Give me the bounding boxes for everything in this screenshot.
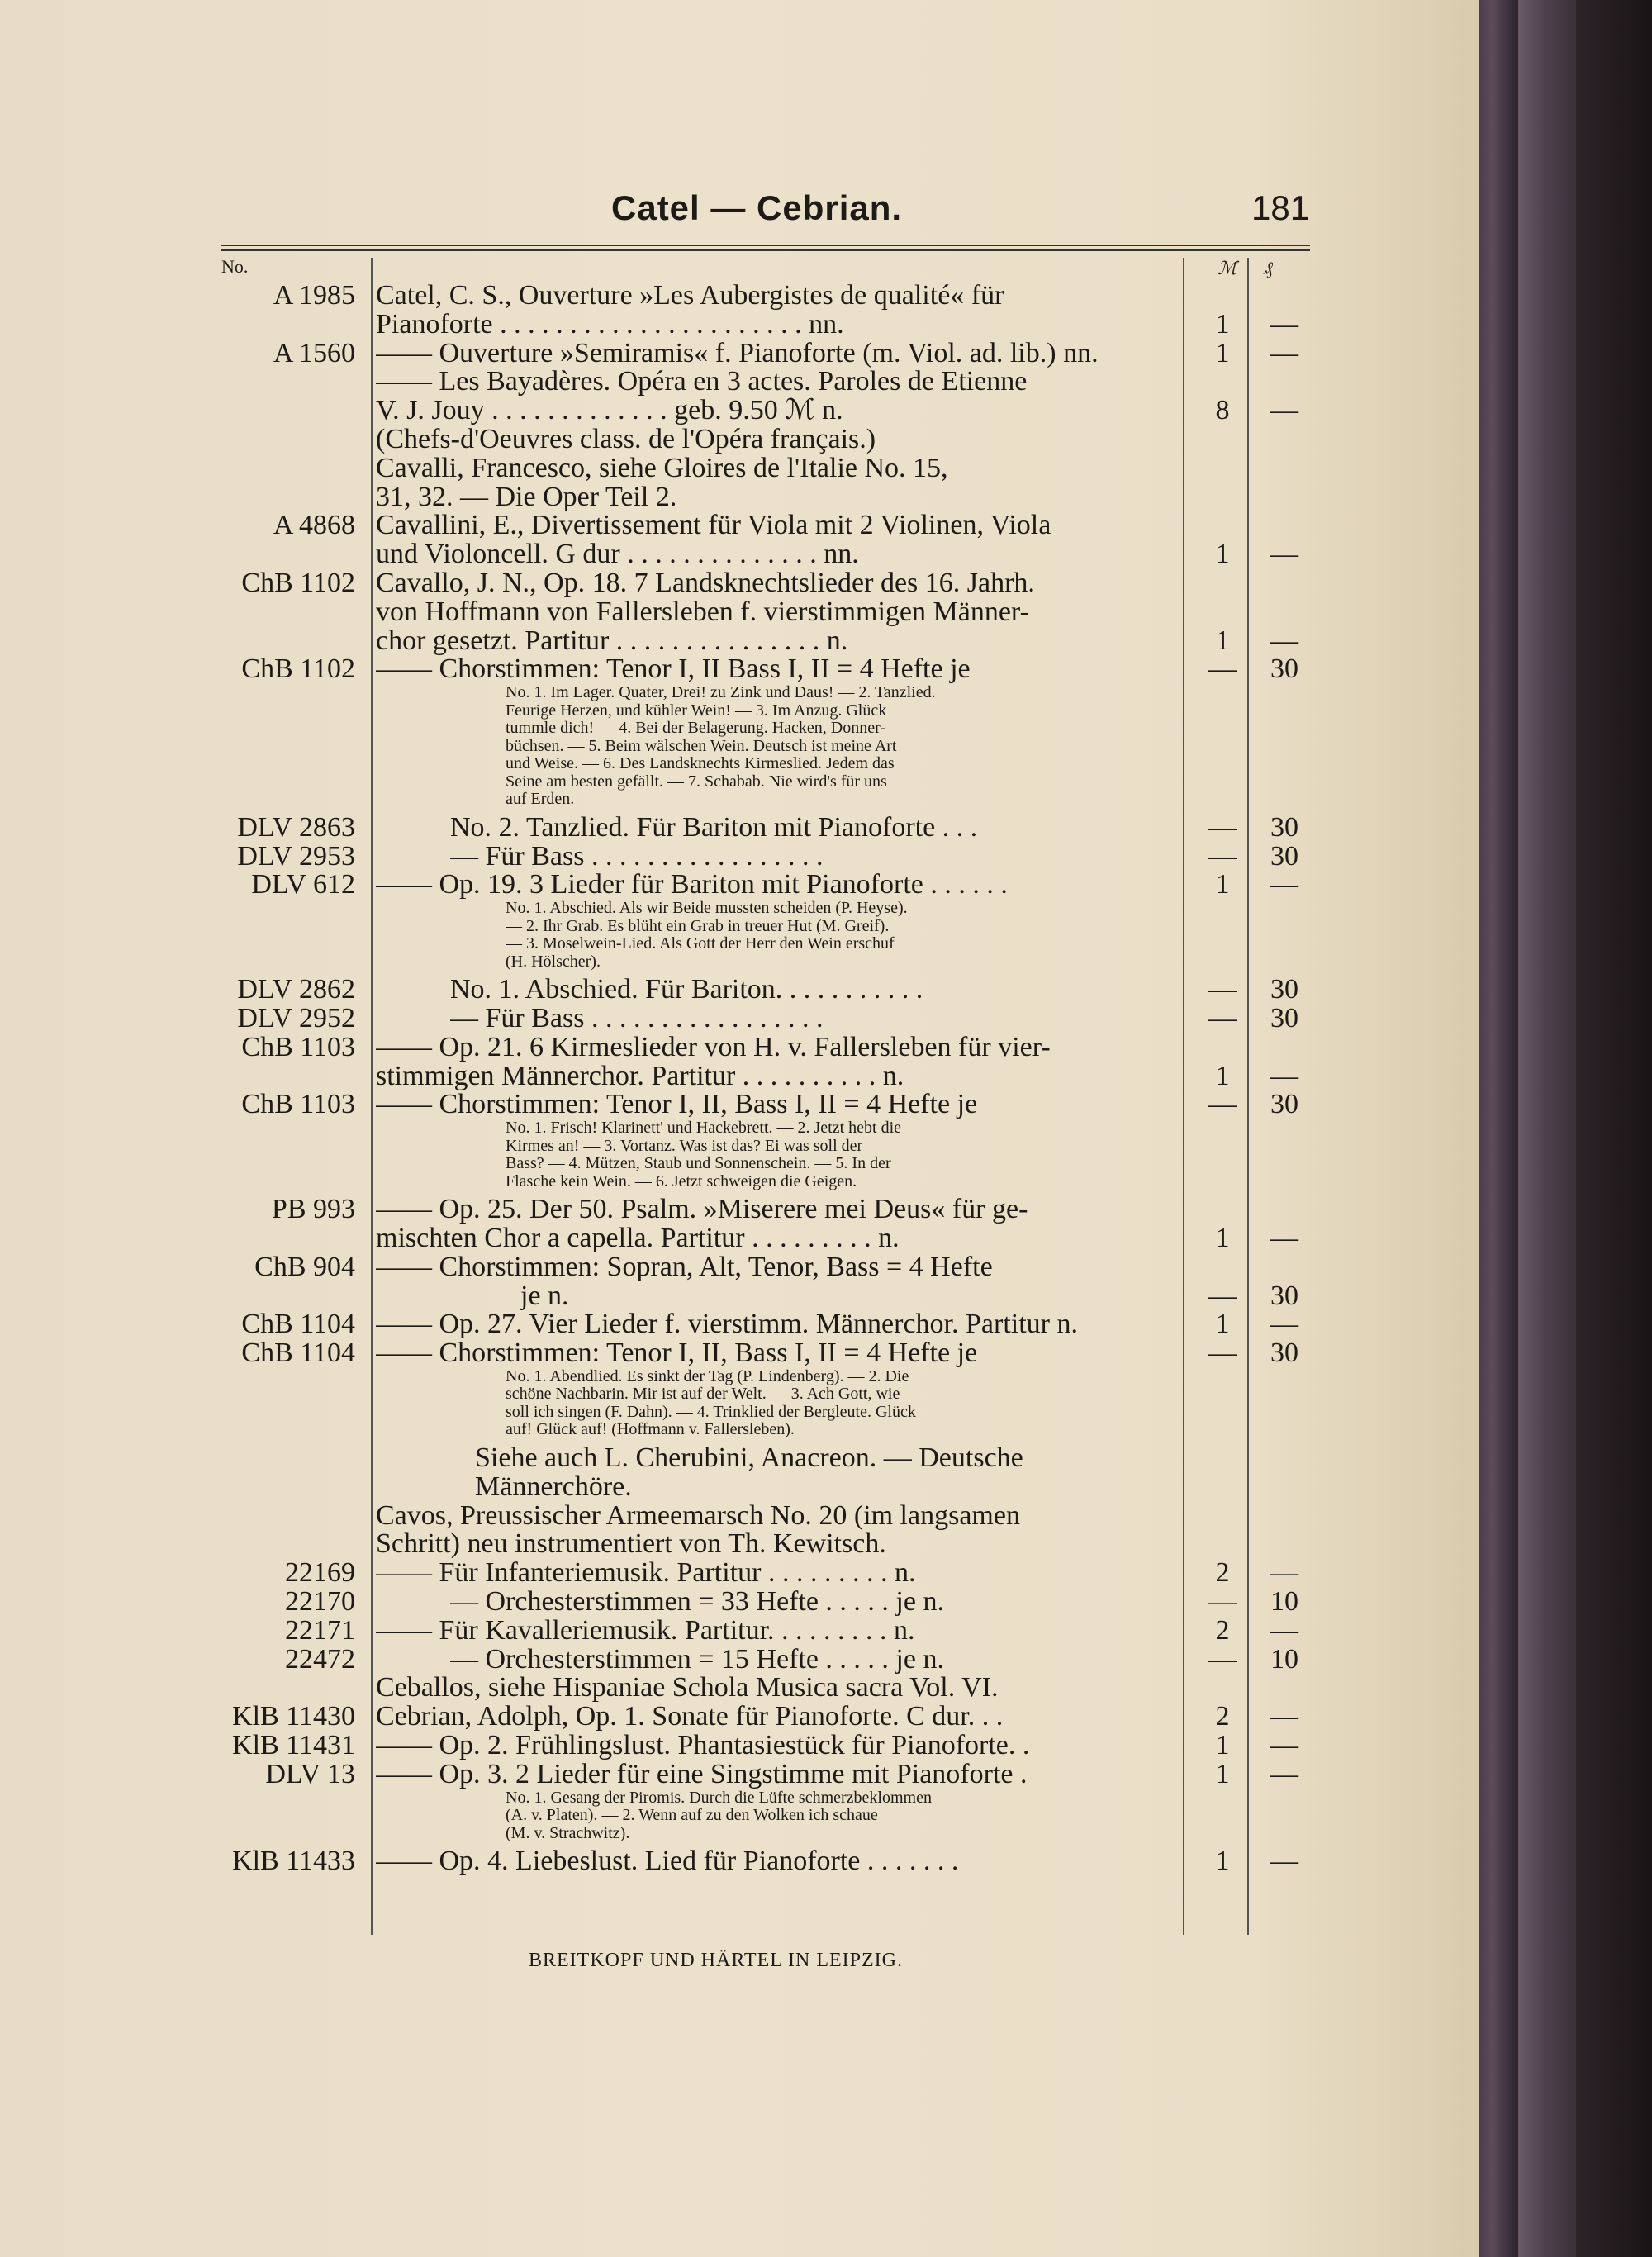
book-edge-inner <box>1518 0 1576 2257</box>
price-mark: 2 <box>1215 1614 1230 1646</box>
catalog-number: DLV 612 <box>251 869 355 900</box>
catalog-number: A 1985 <box>273 280 355 311</box>
entry-text: chor gesetzt. Partitur . . . . . . . . . . . . . . . n. <box>376 625 848 656</box>
contents-note-line <box>0 754 1479 772</box>
price-mark: 1 <box>1215 625 1230 656</box>
catalog-number: PB 993 <box>271 1194 355 1225</box>
price-pfennig: — <box>1270 869 1298 900</box>
contents-note-text: No. 1. Abschied. Als wir Beide mussten scheiden (P. Heyse). <box>506 899 908 918</box>
contents-note-text: Bass? — 4. Mützen, Staub und Sonnenschein. — 5. In der <box>506 1154 891 1173</box>
price-pfennig: — <box>1270 625 1298 656</box>
book-edge-outer <box>1576 0 1652 2257</box>
contents-note-line <box>0 953 1479 971</box>
price-mark: 1 <box>1215 337 1230 368</box>
price-pfennig: — <box>1270 1222 1298 1253</box>
contents-note-text: Kirmes an! — 3. Vortanz. Was ist das? Ei was soll der <box>506 1136 863 1155</box>
price-pfennig: — <box>1270 1614 1298 1646</box>
entry-text: Cavalli, Francesco, siehe Gloires de l'Italie No. 15, <box>376 452 948 483</box>
contents-note-line <box>0 701 1479 720</box>
contents-note-text: — 3. Moselwein-Lied. Als Gott der Herr den Wein erschuf <box>506 934 895 953</box>
entry-line <box>0 1337 1479 1370</box>
contents-note-text: (H. Hölscher). <box>506 952 601 971</box>
price-pfennig: 30 <box>1270 653 1298 685</box>
entry-text: — Orchesterstimmen = 33 Hefte . . . . . je n. <box>450 1585 944 1617</box>
price-mark: — <box>1208 811 1237 843</box>
entry-text: —— Op. 4. Liebeslust. Lied für Pianoforte . . . . . . . <box>376 1846 959 1876</box>
entry-line <box>0 653 1479 686</box>
contents-note-line <box>0 719 1479 737</box>
entry-text: — Für Bass . . . . . . . . . . . . . . . . . <box>450 840 824 872</box>
contents-note-text: tummle dich! — 4. Bei der Belagerung. Hacken, Donner- <box>506 719 886 738</box>
price-pfennig: — <box>1270 1309 1298 1340</box>
entry-text: —— Für Kavalleriemusik. Partitur. . . . . . . . . n. <box>376 1614 915 1646</box>
price-mark: — <box>1208 1585 1237 1617</box>
entry-text: und Violoncell. G dur . . . . . . . . . . . . . . nn. <box>376 539 859 570</box>
contents-note-line <box>0 1367 1479 1385</box>
catalog-number: KlB 11430 <box>232 1701 355 1732</box>
entry-text: —— Op. 3. 2 Lieder für eine Singstimme mit Pianoforte . <box>376 1758 1028 1789</box>
entry-text: von Hoffmann von Fallersleben f. vierstimmigen Männer- <box>376 596 1029 627</box>
entry-text: (Chefs-d'Oeuvres class. de l'Opéra français.) <box>376 424 876 454</box>
entry-text: je n. <box>520 1280 569 1311</box>
contents-note-text: No. 1. Abendlied. Es sinkt der Tag (P. Lindenberg). — 2. Die <box>506 1366 909 1385</box>
contents-note-text: Seine am besten gefällt. — 7. Schabab. Nie wird's für uns <box>506 772 887 791</box>
price-pfennig: 10 <box>1270 1643 1298 1675</box>
column-header-mark: ℳ <box>1218 258 1237 278</box>
page-number: 181 <box>1251 188 1310 227</box>
price-mark: — <box>1208 1338 1237 1369</box>
price-mark: 8 <box>1215 395 1230 426</box>
catalog-number: DLV 2862 <box>237 974 355 1005</box>
price-pfennig: 30 <box>1270 840 1298 872</box>
price-mark: 1 <box>1215 308 1230 340</box>
entry-text: —— Op. 21. 6 Kirmeslieder von H. v. Fallersleben für vier- <box>376 1031 1051 1062</box>
entry-text: 31, 32. — Die Oper Teil 2. <box>376 481 677 512</box>
contents-note-line <box>0 737 1479 755</box>
contents-note-text: Feurige Herzen, und kühler Wein! — 3. Im Anzug. Glück <box>506 701 887 720</box>
entry-text: V. J. Jouy . . . . . . . . . . . . . geb. 9.50 ℳ n. <box>376 395 843 426</box>
catalog-number: 22170 <box>285 1585 355 1617</box>
price-pfennig: — <box>1270 1060 1298 1091</box>
contents-note-text: schöne Nachbarin. Mir ist auf der Welt. — 3. Ach Gott, wie <box>506 1385 900 1404</box>
contents-note-text: soll ich singen (F. Dahn). — 4. Trinklied der Bergleute. Glück <box>506 1402 916 1421</box>
contents-note-line <box>0 1824 1479 1842</box>
contents-note-line <box>0 1403 1479 1421</box>
price-mark: — <box>1208 653 1237 685</box>
contents-note-text: (A. v. Platen). — 2. Wenn auf zu den Wolken ich schaue <box>506 1806 878 1824</box>
entry-text: Cavallini, E., Divertissement für Viola mit 2 Violinen, Viola <box>376 510 1051 541</box>
contents-note-line <box>0 1172 1479 1190</box>
page-header <box>0 188 1479 238</box>
entry-text: — Für Bass . . . . . . . . . . . . . . . . . <box>450 1002 824 1033</box>
price-mark: 1 <box>1215 1758 1230 1789</box>
contents-note-line <box>0 1137 1479 1155</box>
entry-text: —— Für Infanteriemusik. Partitur . . . . . . . . . n. <box>376 1557 916 1589</box>
catalog-number: ChB 1104 <box>241 1309 355 1340</box>
catalog-number: ChB 1104 <box>241 1338 355 1369</box>
contents-note-line <box>0 772 1479 791</box>
entry-text: —— Chorstimmen: Tenor I, II, Bass I, II = 4 Hefte je <box>376 1089 978 1120</box>
contents-note-text: No. 1. Frisch! Klarinett' und Hackebrett. — 2. Jetzt hebt die <box>506 1119 902 1138</box>
entry-line <box>0 868 1479 901</box>
contents-note-text: Flasche kein Wein. — 6. Jetzt schweigen die Geigen. <box>506 1171 857 1190</box>
entry-line <box>0 1088 1479 1121</box>
price-mark: 1 <box>1215 869 1230 900</box>
price-mark: 1 <box>1215 1846 1230 1876</box>
price-pfennig: 30 <box>1270 1280 1298 1311</box>
price-pfennig: — <box>1270 1729 1298 1760</box>
contents-note-line <box>0 1385 1479 1403</box>
price-mark: 1 <box>1215 1309 1230 1340</box>
catalog-number: DLV 13 <box>265 1758 355 1789</box>
price-mark: 1 <box>1215 1729 1230 1760</box>
contents-note-line <box>0 917 1479 935</box>
catalog-number: ChB 1103 <box>241 1031 355 1062</box>
entry-text: stimmigen Männerchor. Partitur . . . . . . . . . . n. <box>376 1060 904 1091</box>
catalog-number: A 1560 <box>273 337 355 368</box>
catalog-number: DLV 2863 <box>237 811 355 843</box>
price-pfennig: 30 <box>1270 811 1298 843</box>
entry-text: —— Op. 2. Frühlingslust. Phantasiestück für Pianoforte. . <box>376 1729 1030 1760</box>
price-pfennig: — <box>1270 308 1298 340</box>
price-mark: 2 <box>1215 1557 1230 1589</box>
catalog-number: ChB 904 <box>254 1251 355 1282</box>
entry-text: —— Ouverture »Semiramis« f. Pianoforte (m. Viol. ad. lib.) nn. <box>376 337 1099 368</box>
column-header-pfennig: ₰ <box>1264 258 1273 278</box>
price-mark: — <box>1208 1002 1237 1033</box>
entry-text: mischten Chor a capella. Partitur . . . . . . . . . n. <box>376 1222 900 1253</box>
contents-note-line <box>0 1806 1479 1824</box>
book-edge <box>1479 0 1518 2257</box>
header-rule-top <box>221 245 1310 246</box>
price-mark: — <box>1208 840 1237 872</box>
entry-text: Männerchöre. <box>475 1471 632 1502</box>
contents-note-text: und Weise. — 6. Des Landsknechts Kirmeslied. Jedem das <box>506 754 895 773</box>
entry-text: — Orchesterstimmen = 15 Hefte . . . . . je n. <box>450 1643 944 1675</box>
price-pfennig: — <box>1270 1758 1298 1789</box>
header-rule-bottom <box>221 249 1310 251</box>
entry-text: Pianoforte . . . . . . . . . . . . . . . . . . . . . . nn. <box>376 308 844 340</box>
entry-text: Catel, C. S., Ouverture »Les Aubergistes de qualité« für <box>376 280 1004 311</box>
contents-note-line <box>0 1119 1479 1137</box>
catalog-number: KlB 11431 <box>232 1729 355 1760</box>
contents-note-line <box>0 1420 1479 1438</box>
price-pfennig: — <box>1270 1557 1298 1589</box>
catalog-number: 22171 <box>285 1614 355 1646</box>
price-pfennig: — <box>1270 395 1298 426</box>
price-mark: — <box>1208 1280 1237 1311</box>
catalog-number: DLV 2953 <box>237 840 355 872</box>
contents-note-text: No. 1. Im Lager. Quater, Drei! zu Zink und Daus! — 2. Tanzlied. <box>506 683 936 702</box>
entry-text: No. 1. Abschied. Für Bariton. . . . . . . . . . . <box>450 974 923 1005</box>
entry-text: —— Chorstimmen: Sopran, Alt, Tenor, Bass = 4 Hefte <box>376 1251 993 1282</box>
price-mark: 1 <box>1215 1222 1230 1253</box>
contents-note-line <box>0 899 1479 917</box>
catalog-number: ChB 1102 <box>241 568 355 598</box>
entry-text: Cavos, Preussischer Armeemarsch No. 20 (im langsamen <box>376 1499 1020 1531</box>
price-pfennig: — <box>1270 1846 1298 1876</box>
price-pfennig: 30 <box>1270 974 1298 1005</box>
entry-text: —— Op. 25. Der 50. Psalm. »Miserere mei Deus« für ge- <box>376 1194 1028 1225</box>
price-mark: 1 <box>1215 1060 1230 1091</box>
price-mark: — <box>1208 1643 1237 1675</box>
publisher-footer: BREITKOPF UND HÄRTEL IN LEIPZIG. <box>529 1950 903 1971</box>
entry-text: —— Op. 19. 3 Lieder für Bariton mit Pianoforte . . . . . . <box>376 869 1008 900</box>
entry-text: —— Chorstimmen: Tenor I, II Bass I, II = 4 Hefte je <box>376 653 971 685</box>
price-mark: — <box>1208 1089 1237 1120</box>
price-pfennig: 10 <box>1270 1585 1298 1617</box>
price-pfennig: 30 <box>1270 1338 1298 1369</box>
price-pfennig: — <box>1270 1701 1298 1732</box>
price-mark: 2 <box>1215 1701 1230 1732</box>
entry-text: No. 2. Tanzlied. Für Bariton mit Pianoforte . . . <box>450 811 978 843</box>
price-pfennig: 30 <box>1270 1089 1298 1120</box>
entry-text: Cavallo, J. N., Op. 18. 7 Landsknechtslieder des 16. Jahrh. <box>376 568 1035 598</box>
contents-note-text: büchsen. — 5. Beim wälschen Wein. Deutsch ist meine Art <box>506 736 897 755</box>
catalog-number: KlB 11433 <box>232 1846 355 1876</box>
entry-text: Cebrian, Adolph, Op. 1. Sonate für Pianoforte. C dur. . . <box>376 1701 1004 1732</box>
catalog-number: 22169 <box>285 1557 355 1589</box>
contents-note-line <box>0 790 1479 808</box>
price-mark: 1 <box>1215 539 1230 570</box>
column-header-no: No. <box>221 256 249 277</box>
contents-note-text: auf! Glück auf! (Hoffmann v. Fallersleben). <box>506 1420 795 1439</box>
price-pfennig: — <box>1270 337 1298 368</box>
entry-line <box>0 1845 1479 1878</box>
contents-note-text: No. 1. Gesang der Piromis. Durch die Lüfte schmerzbeklommen <box>506 1788 932 1807</box>
contents-note-line <box>0 1789 1479 1807</box>
catalog-number: ChB 1103 <box>241 1089 355 1120</box>
contents-note-text: auf Erden. <box>506 790 575 809</box>
price-mark: — <box>1208 974 1237 1005</box>
price-pfennig: — <box>1270 539 1298 570</box>
contents-note-line <box>0 683 1479 701</box>
catalog-number: ChB 1102 <box>241 653 355 685</box>
entry-text: Ceballos, siehe Hispaniae Schola Musica sacra Vol. VI. <box>376 1672 999 1703</box>
catalog-number: A 4868 <box>273 510 355 541</box>
entry-text: —— Op. 27. Vier Lieder f. vierstimm. Männerchor. Partitur n. <box>376 1309 1078 1340</box>
contents-note-text: — 2. Ihr Grab. Es blüht ein Grab in treuer Hut (M. Greif). <box>506 916 890 935</box>
contents-note-line <box>0 934 1479 953</box>
contents-note-text: (M. v. Strachwitz). <box>506 1823 630 1842</box>
contents-note-line <box>0 1154 1479 1172</box>
entry-text: Siehe auch L. Cherubini, Anacreon. — Deutsche <box>475 1442 1023 1473</box>
entry-line <box>0 1758 1479 1791</box>
page-title: Catel — Cebrian. <box>611 188 903 227</box>
catalog-number: 22472 <box>285 1643 355 1675</box>
entry-text: —— Les Bayadères. Opéra en 3 actes. Paroles de Etienne <box>376 366 1028 397</box>
catalog-number: DLV 2952 <box>237 1002 355 1033</box>
price-pfennig: 30 <box>1270 1002 1298 1033</box>
entry-text: Schritt) neu instrumentiert von Th. Kewitsch. <box>376 1528 886 1560</box>
entry-text: —— Chorstimmen: Tenor I, II, Bass I, II = 4 Hefte je <box>376 1338 978 1369</box>
